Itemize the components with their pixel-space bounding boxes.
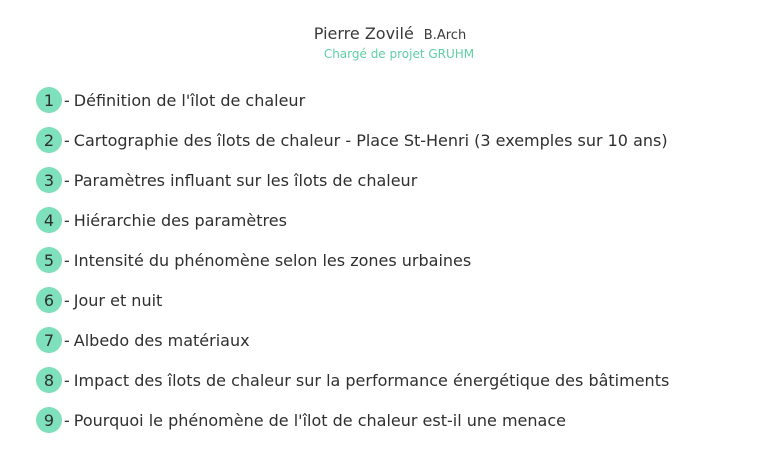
item-separator: -: [64, 170, 70, 190]
agenda-item: [36, 200, 756, 240]
agenda-item: [36, 280, 756, 320]
item-text: Intensité du phénomène selon les zones urbaines: [73, 250, 472, 270]
author-line: [10, 24, 770, 43]
agenda-item: [36, 360, 756, 400]
author-role: Chargé de projet GRUHM: [323, 47, 475, 61]
item-number-badge: 7: [36, 327, 62, 353]
item-number-badge: 2: [36, 127, 62, 153]
item-text: Hiérarchie des paramètres: [73, 210, 287, 230]
item-separator: -: [64, 90, 70, 110]
agenda-item: [36, 120, 756, 160]
item-number-badge: 3: [36, 167, 62, 193]
author-name: Pierre Zovilé: [313, 24, 414, 43]
item-text: Albedo des matériaux: [73, 330, 250, 350]
item-text: Impact des îlots de chaleur sur la performance énergétique des bâtiments: [73, 370, 670, 390]
item-text: Pourquoi le phénomène de l'îlot de chaleur est-il une menace: [73, 410, 566, 430]
item-text: Jour et nuit: [73, 290, 163, 310]
item-number-badge: 8: [36, 367, 62, 393]
item-separator: -: [64, 210, 70, 230]
item-separator: -: [64, 250, 70, 270]
item-separator: -: [64, 290, 70, 310]
agenda-item: [36, 320, 756, 360]
agenda-item: [36, 80, 756, 120]
item-separator: -: [64, 330, 70, 350]
item-number-badge: 4: [36, 207, 62, 233]
agenda-item: [36, 160, 756, 200]
item-text: Paramètres influant sur les îlots de chaleur: [73, 170, 418, 190]
presenter-header: [0, 24, 770, 61]
agenda-item: [36, 400, 756, 440]
item-number-badge: 5: [36, 247, 62, 273]
item-text: Cartographie des îlots de chaleur - Place St-Henri (3 exemples sur 10 ans): [73, 130, 668, 150]
author-degree: B.Arch: [423, 28, 467, 43]
item-number-badge: 1: [36, 87, 62, 113]
item-separator: -: [64, 130, 70, 150]
agenda-item: [36, 240, 756, 280]
item-text: Définition de l'îlot de chaleur: [73, 90, 306, 110]
item-separator: -: [64, 410, 70, 430]
item-number-badge: 6: [36, 287, 62, 313]
item-separator: -: [64, 370, 70, 390]
item-number-badge: 9: [36, 407, 62, 433]
agenda-list: [36, 80, 756, 440]
